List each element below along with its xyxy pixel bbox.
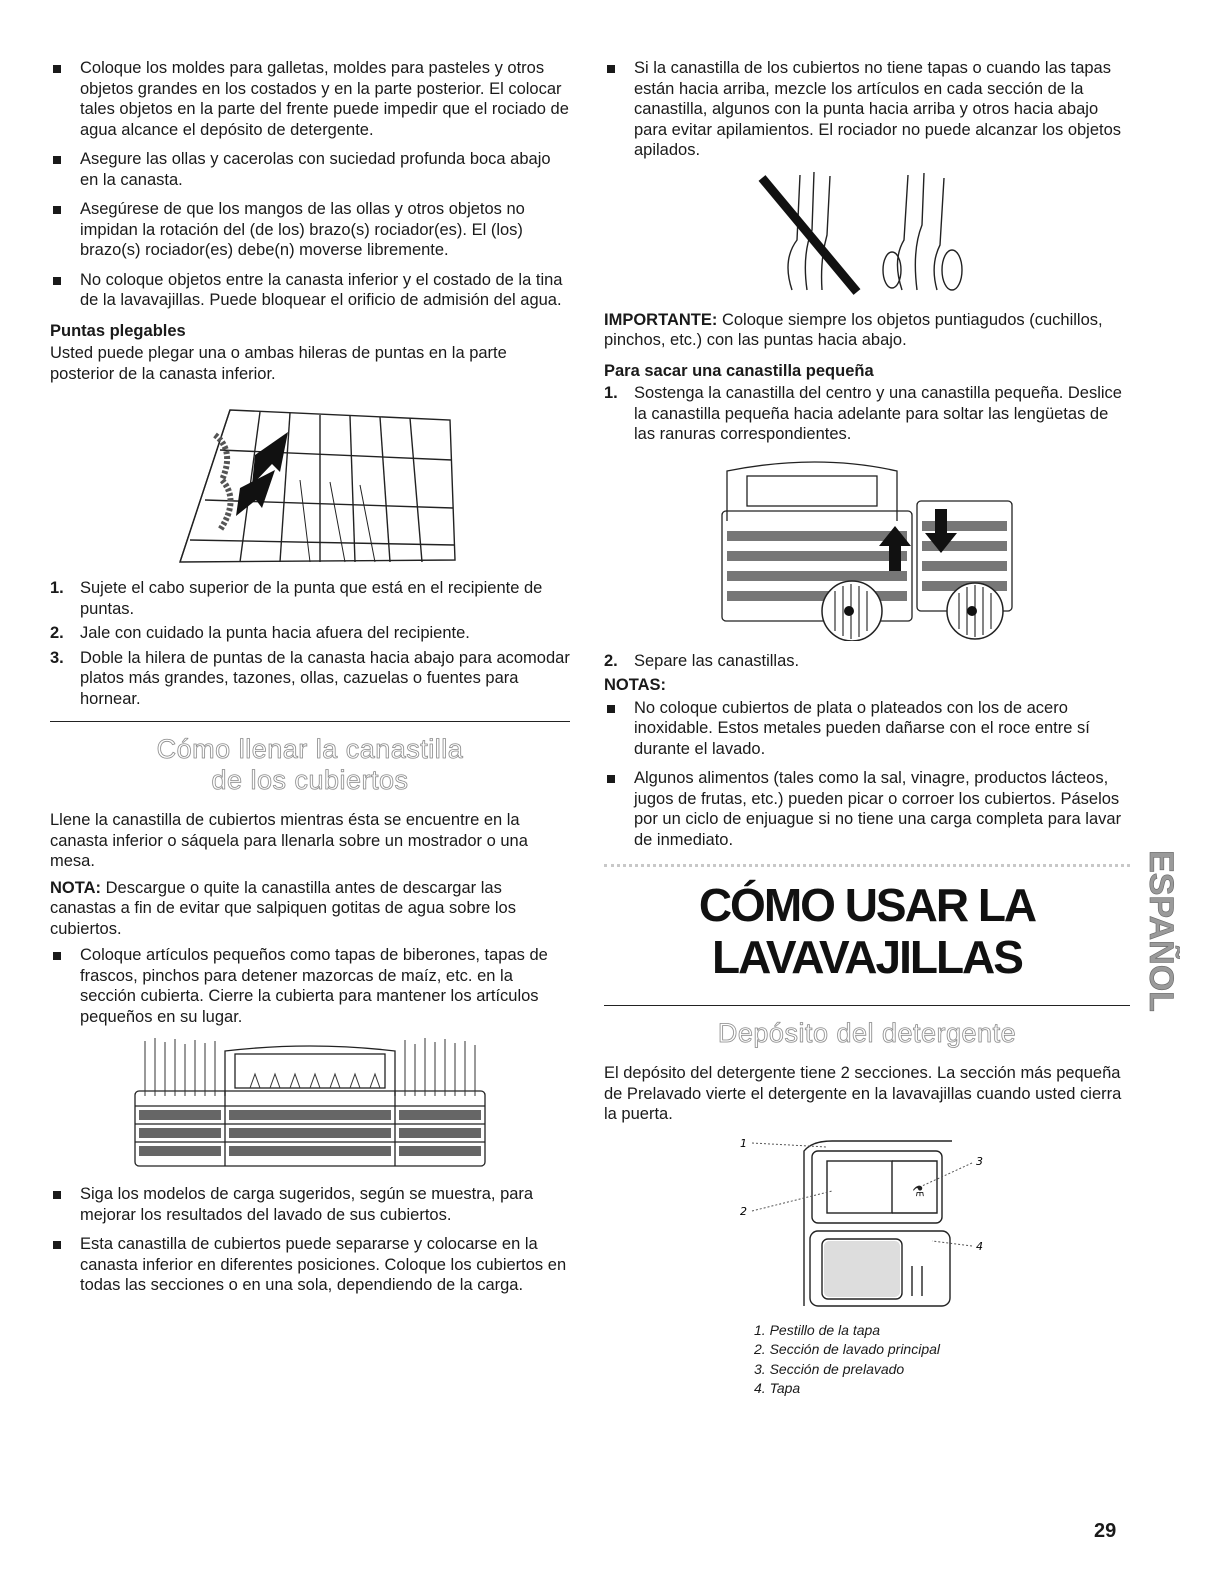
dispenser-captions: [754, 1321, 1130, 1399]
remove-basket-steps-2: [604, 651, 1130, 672]
section-title-silverware: Cómo llenar la canastilla de los cubiertos: [156, 734, 464, 795]
list-item: 1. Sostenga la canastilla del centro y una canastilla pequeña. Deslice la canastilla pequeña hacia adelante para soltar las lengüetas de las ranuras correspondientes.: [604, 384, 1122, 443]
remove-basket-heading: Para sacar una canastilla pequeña: [604, 361, 874, 380]
list-item: Coloque artículos pequeños como tapas de biberones, tapas de frascos, pinchos para detener mazorcas de maíz, etc. en la sección cubierta. Cierre la cubierta para mantener los artículos pequeños en su lugar.: [50, 945, 570, 1027]
silverware-basket-illustration: [125, 1036, 495, 1174]
caption: 3. Sección de prelavado: [754, 1360, 905, 1377]
notes-list: [604, 698, 1130, 851]
dotted-divider: [604, 864, 1130, 867]
left-column: [50, 58, 570, 1305]
important-note: IMPORTANTE: Coloque siempre los objetos puntiagudos (cuchillos, pinchos, etc.) con las puntas hacia abajo.: [604, 310, 1103, 349]
list-item: 2. Jale con cuidado la punta hacia afuera del recipiente.: [50, 624, 470, 642]
detergent-text: El depósito del detergente tiene 2 secciones. La sección más pequeña de Prelavado vierte el detergente en la lavavajillas cuando usted cierra la puerta.: [604, 1064, 1122, 1123]
section-divider: [604, 1005, 1130, 1006]
basket-intro: Llene la canastilla de cubiertos mientras ésta se encuentre en la canasta inferior o sáquela para llenarla sobre un mostrador o una mesa.: [50, 811, 528, 870]
list-item: No coloque objetos entre la canasta inferior y el costado de la tina de la lavavajillas. Puede bloquear el orificio de admisión del agua.: [50, 270, 570, 311]
basket-tips-list: [50, 1184, 570, 1296]
stacked-utensils-illustration: [752, 170, 982, 300]
basket-list: [50, 945, 570, 1027]
svg-text:⚗: ⚗: [912, 1183, 925, 1200]
notes-heading: NOTAS:: [604, 676, 667, 694]
list-item: Algunos alimentos (tales como la sal, vinagre, productos lácteos, jugos de frutas, etc.) pueden picar o corroer los cubiertos. Páselos por un ciclo de enjuague si no tiene una carga completa para lavar de inmediato.: [604, 768, 1130, 850]
remove-basket-illustration: [717, 451, 1017, 641]
loading-tips-list: [50, 58, 570, 311]
right-column: [604, 58, 1130, 1399]
mix-items-list: [604, 58, 1130, 161]
section-title-detergent: Depósito del detergente: [717, 1018, 1017, 1048]
list-item: 3. Doble la hilera de puntas de la canasta hacia abajo para acomodar platos más grandes, tazones, ollas, cazuelas o fuentes para hornear.: [50, 648, 570, 708]
page-number: 29: [1094, 1520, 1117, 1542]
tines-text: Usted puede plegar una o ambas hileras de puntas en la parte posterior de la canasta inferior.: [50, 344, 507, 383]
list-item: Asegure las ollas y cacerolas con suciedad profunda boca abajo en la canasta.: [50, 149, 570, 190]
side-tab-label: ESPAÑOL: [1142, 850, 1180, 1012]
detergent-dispenser-illustration: [732, 1131, 1002, 1311]
list-item: No coloque cubiertos de plata o plateados con los de acero inoxidable. Estos metales pueden dañarse con el roce entre sí durante el lavado.: [604, 698, 1130, 760]
language-side-tab: [1138, 806, 1180, 1056]
caption: 1. Pestillo de la tapa: [754, 1321, 881, 1338]
list-item: Siga los modelos de carga sugeridos, según se muestra, para mejorar los resultados del lavado de sus cubiertos.: [50, 1184, 570, 1225]
list-item: 1. Sujete el cabo superior de la punta que está en el recipiente de puntas.: [50, 579, 543, 618]
list-item: Esta canastilla de cubiertos puede separarse y colocarse en la canasta inferior en diferentes posiciones. Coloque los cubiertos en todas las secciones o en una sola, dependiendo de la carga.: [50, 1234, 570, 1296]
callout-1: 1: [740, 1136, 747, 1150]
list-item: 2. Separe las canastillas.: [604, 651, 800, 670]
remove-basket-steps: [604, 383, 1130, 445]
callout-2: 2: [740, 1204, 747, 1218]
list-item: Si la canastilla de los cubiertos no tiene tapas o cuando las tapas están hacia arriba, mezcle los artículos en cada sección de la canastilla, algunos con la punta hacia arriba y otros hacia abajo para evitar apilamientos. El rociador no puede alcanzar los objetos apilados.: [604, 58, 1130, 161]
basket-note: NOTA: Descargue o quite la canastilla antes de descargar las canastas a fin de evitar que salpiquen gotitas de agua sobre los cubiertos.: [50, 878, 516, 938]
chapter-title: CÓMO USAR LA LAVAVAJILLAS: [698, 879, 1036, 983]
callout-4: 4: [976, 1239, 983, 1253]
caption: 4. Tapa: [754, 1380, 801, 1396]
caption: 2. Sección de lavado principal: [754, 1341, 941, 1357]
list-item: Coloque los moldes para galletas, moldes para pasteles y otros objetos grandes en los costados y en la parte posterior. El colocar tales objetos en la parte del frente puede impedir que el rociado de agua alcance el depósito de detergente.: [50, 58, 570, 140]
tines-heading: Puntas plegables: [50, 321, 186, 340]
tines-steps: [50, 578, 570, 709]
folding-tines-illustration: [160, 390, 460, 568]
callout-3: 3: [976, 1154, 983, 1168]
section-divider: [50, 721, 570, 722]
list-item: Asegúrese de que los mangos de las ollas y otros objetos no impidan la rotación del (de los) brazo(s) rociador(es). El (los) brazo(s) rociador(es) debe(n) moverse libremente.: [50, 199, 570, 261]
